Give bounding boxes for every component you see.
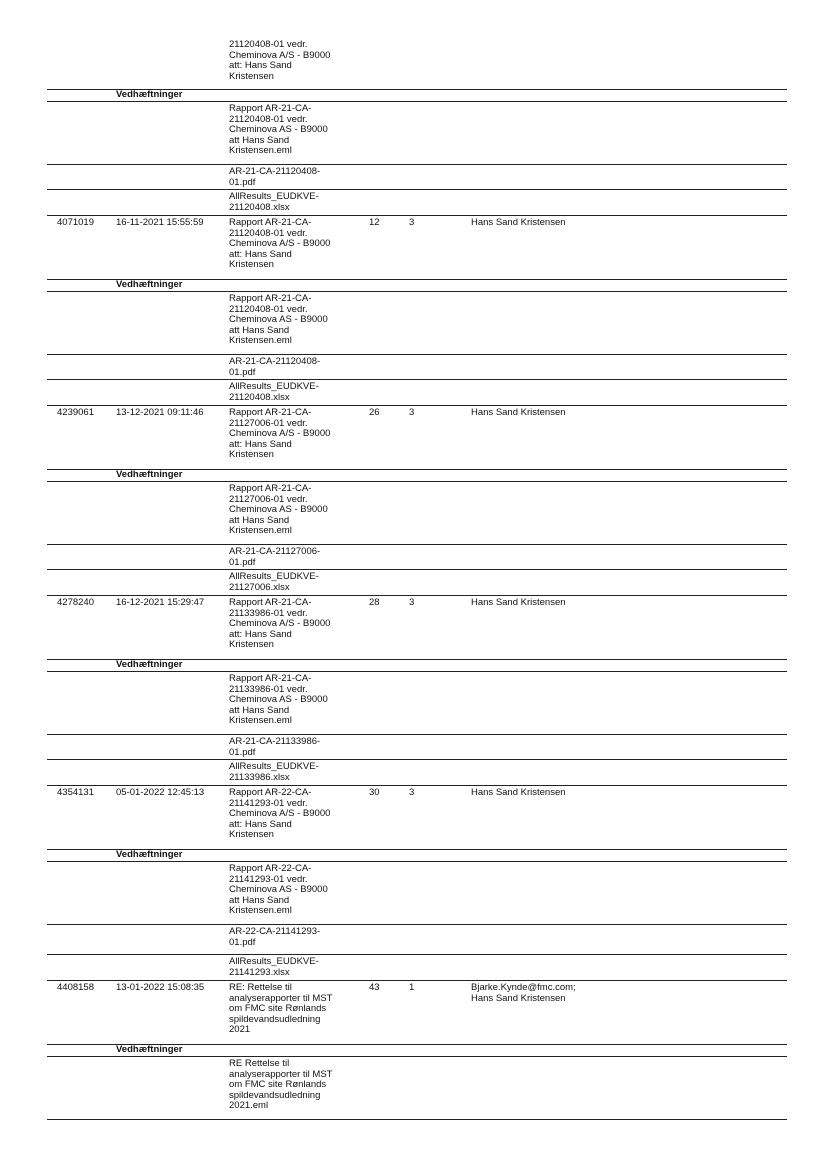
attachment-item[interactable]: Rapport AR-21-CA- 21120408-01 vedr. Cheminova AS - B9000 att Hans Sand Kristensen.eml: [229, 293, 328, 346]
attachment-item[interactable]: AllResults_EUDKVE- 21120408.xlsx: [229, 381, 319, 403]
record-count2: 3: [409, 787, 415, 798]
divider: [47, 569, 787, 570]
record-count1: 12: [369, 217, 380, 228]
divider: [47, 861, 787, 862]
attachment-item[interactable]: Rapport AR-21-CA- 21120408-01 vedr. Cheminova AS - B9000 att Hans Sand Kristensen.eml: [229, 103, 328, 156]
attachment-item[interactable]: Rapport AR-21-CA- 21127006-01 vedr. Cheminova AS - B9000 att Hans Sand Kristensen.eml: [229, 483, 328, 536]
divider: [47, 354, 787, 355]
attachments-label: Vedhæftninger: [116, 89, 183, 100]
divider: [47, 759, 787, 760]
record-subject: Rapport AR-21-CA- 21133986-01 vedr. Cheminova A/S - B9000 att: Hans Sand Kristensen: [229, 597, 331, 650]
attachment-item[interactable]: Rapport AR-22-CA- 21141293-01 vedr. Cheminova AS - B9000 att Hans Sand Kristensen.eml: [229, 863, 328, 916]
divider: [47, 980, 787, 981]
attachment-item[interactable]: AR-22-CA-21141293- 01.pdf: [229, 926, 321, 948]
record-date: 16-12-2021 15:29:47: [116, 597, 205, 608]
attachment-item[interactable]: AR-21-CA-21120408- 01.pdf: [229, 166, 321, 188]
record-count1: 28: [369, 597, 380, 608]
divider: [47, 405, 787, 406]
attachment-item[interactable]: AllResults_EUDKVE- 21133986.xlsx: [229, 761, 319, 783]
divider: [47, 671, 787, 672]
record-subject: RE: Rettelse til analyserapporter til MST om FMC site Rønlands spildevandsudledning 2021: [229, 982, 333, 1035]
record-count2: 3: [409, 217, 415, 228]
record-id: 4239061: [57, 407, 94, 418]
record-recipients: Hans Sand Kristensen: [471, 407, 566, 418]
record-date: 16-11-2021 15:55:59: [116, 217, 204, 228]
divider: [47, 189, 787, 190]
continuation-subject: 21120408-01 vedr. Cheminova A/S - B9000 att: Hans Sand Kristensen: [229, 39, 331, 82]
record-count2: 1: [409, 982, 415, 993]
attachment-item[interactable]: AR-21-CA-21127006- 01.pdf: [229, 546, 321, 568]
attachment-item[interactable]: RE Rettelse til analyserapporter til MST om FMC site Rønlands spildevandsudledning 2021.eml: [229, 1058, 333, 1111]
attachments-label: Vedhæftninger: [116, 469, 183, 480]
record-id: 4278240: [57, 597, 94, 608]
attachments-label: Vedhæftninger: [116, 1044, 183, 1055]
record-count1: 43: [369, 982, 380, 993]
divider: [47, 595, 787, 596]
attachment-item[interactable]: AR-21-CA-21133986- 01.pdf: [229, 736, 321, 758]
record-recipients: Hans Sand Kristensen: [471, 597, 566, 608]
divider: [47, 785, 787, 786]
record-recipients: Hans Sand Kristensen: [471, 217, 566, 228]
record-count2: 3: [409, 407, 415, 418]
record-date: 13-01-2022 15:08:35: [116, 982, 205, 993]
divider: [47, 924, 787, 925]
record-date: 05-01-2022 12:45:13: [116, 787, 205, 798]
divider: [47, 215, 787, 216]
record-id: 4408158: [57, 982, 94, 993]
divider: [47, 481, 787, 482]
divider: [47, 379, 787, 380]
divider: [47, 1056, 787, 1057]
record-date: 13-12-2021 09:11:46: [116, 407, 204, 418]
record-subject: Rapport AR-21-CA- 21120408-01 vedr. Cheminova A/S - B9000 att: Hans Sand Kristensen: [229, 217, 331, 270]
record-recipients: Hans Sand Kristensen: [471, 787, 566, 798]
attachment-item[interactable]: AllResults_EUDKVE- 21141293.xlsx: [229, 956, 319, 978]
record-count2: 3: [409, 597, 415, 608]
record-count1: 30: [369, 787, 380, 798]
record-subject: Rapport AR-22-CA- 21141293-01 vedr. Cheminova A/S - B9000 att: Hans Sand Kristensen: [229, 787, 331, 840]
divider: [47, 164, 787, 165]
attachments-label: Vedhæftninger: [116, 659, 183, 670]
record-recipients: Bjarke.Kynde@fmc.com; Hans Sand Kristensen: [471, 982, 576, 1004]
attachments-label: Vedhæftninger: [116, 849, 183, 860]
record-subject: Rapport AR-21-CA- 21127006-01 vedr. Cheminova A/S - B9000 att: Hans Sand Kristensen: [229, 407, 331, 460]
divider: [47, 291, 787, 292]
attachments-label: Vedhæftninger: [116, 279, 183, 290]
divider: [47, 544, 787, 545]
attachment-item[interactable]: AllResults_EUDKVE- 21127006.xlsx: [229, 571, 319, 593]
divider: [47, 734, 787, 735]
attachment-item[interactable]: AR-21-CA-21120408- 01.pdf: [229, 356, 321, 378]
divider: [47, 101, 787, 102]
divider: [47, 954, 787, 955]
divider: [47, 1119, 787, 1120]
record-id: 4071019: [57, 217, 94, 228]
record-count1: 26: [369, 407, 380, 418]
record-id: 4354131: [57, 787, 94, 798]
attachment-item[interactable]: Rapport AR-21-CA- 21133986-01 vedr. Cheminova AS - B9000 att Hans Sand Kristensen.eml: [229, 673, 328, 726]
attachment-item[interactable]: AllResults_EUDKVE- 21120408.xlsx: [229, 191, 319, 213]
